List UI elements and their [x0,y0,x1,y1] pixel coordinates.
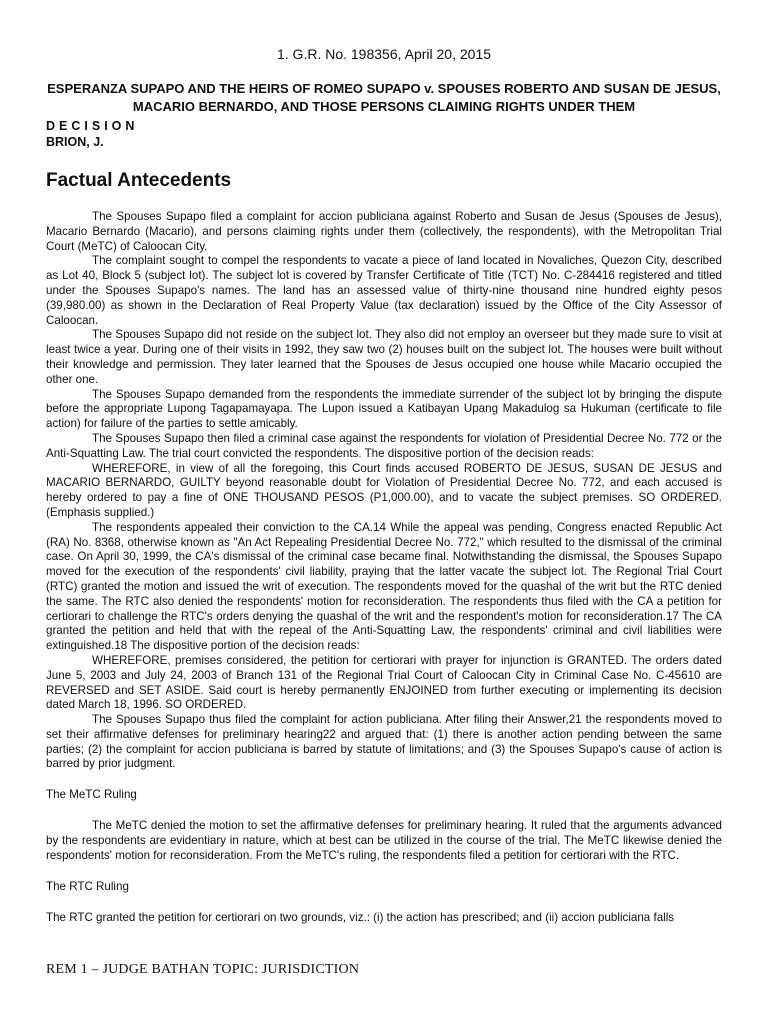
paragraph: The Spouses Supapo thus filed the complaint for action publiciana. After filing their Answer,21 the respondents moved to set their affirmative defenses for preliminary hearing22 and argued that: (1) there is another action pending between the same parties; (2) the complaint for accion publiciana is barred by statute of limitations; and (3) the Spouses Supapo's cause of action is barred by prior judgment. [46,713,722,771]
page-footer: REM 1 – JUDGE BATHAN TOPIC: JURISDICTION [46,962,360,977]
decision-label: DECISION [46,119,139,133]
metc-ruling-heading: The MeTC Ruling [46,788,137,802]
paragraph: The Spouses Supapo demanded from the respondents the immediate surrender of the subject lot by bringing the dispute before the appropriate Lupong Tagapamayapa. The Lupon issued a Katibayan Upang Makadulog sa Hukuman (certificate to file action) for failure of the parties to settle amicably. [46,387,722,431]
document-body [46,210,722,925]
ponente: BRION, J. [46,135,104,149]
quoted-disposition: WHEREFORE, in view of all the foregoing, this Court finds accused ROBERTO DE JESUS, SUSAN DE JESUS and MACARIO BERNARDO, GUILTY beyond reasonable doubt for Violation of Presidential Decree No. 772, and each accused is hereby ordered to pay a fine of ONE THOUSAND PESOS (P1,000.00), and to vacate the subject premises. SO ORDERED. (Emphasis supplied.) [46,461,722,519]
case-parties: ESPERANZA SUPAPO AND THE HEIRS OF ROMEO SUPAPO v. SPOUSES ROBERTO AND SUSAN DE JESUS, MACARIO BERNARDO, AND THOSE PERSONS CLAIMING RIGHTS UNDER THEM [47,81,721,114]
section-title: Factual Antecedents [46,170,232,191]
paragraph: The Spouses Supapo did not reside on the subject lot. They also did not employ an overseer but they made sure to visit at least twice a year. During one of their visits in 1992, they saw two (2) houses built on the subject lot. The houses were built without their knowledge and permission. They later learned that the Spouses de Jesus occupied one house while Macario occupied the other one. [46,328,722,386]
rtc-ruling-heading: The RTC Ruling [46,879,129,893]
rtc-ruling-text: The RTC granted the petition for certiorari on two grounds, viz.: (i) the action has prescribed; and (ii) accion publiciana falls [46,910,675,924]
document-page [46,40,722,925]
paragraph: The complaint sought to compel the respondents to vacate a piece of land located in Novaliches, Quezon City, described as Lot 40, Block 5 (subject lot). The subject lot is covered by Transfer Certificate of Title (TCT) No. C-284416 registered and titled under the Spouses Supapo's names. The land has an assessed value of thirty-nine thousand nine hundred eighty pesos (39,980.00) as shown in the Declaration of Real Property Value (tax declaration) issued by the Office of the City Assessor of Caloocan. [46,254,722,327]
quoted-disposition: WHEREFORE, premises considered, the petition for certiorari with prayer for injunction is GRANTED. The orders dated June 5, 2003 and July 24, 2003 of Branch 131 of the Regional Trial Court of Caloocan City in Criminal Case No. C-45610 are REVERSED and SET ASIDE. Said court is hereby permanently ENJOINED from further executing or implementing its decision dated March 18, 1996. SO ORDERED. [46,653,722,712]
metc-ruling-text: The MeTC denied the motion to set the affirmative defenses for preliminary hearing. It ruled that the arguments advanced by the respondents are evidentiary in nature, which at best can be utilized in the course of the trial. The MeTC likewise denied the respondents' motion for reconsideration. From the MeTC's ruling, the respondents filed a petition for certiorari with the RTC. [46,819,722,862]
case-number: 1. G.R. No. 198356, April 20, 2015 [276,46,492,62]
paragraph: The respondents appealed their conviction to the CA.14 While the appeal was pending, Congress enacted Republic Act (RA) No. 8368, otherwise known as "An Act Repealing Presidential Decree No. 772," which resulted to the dismissal of the criminal case. On April 30, 1999, the CA's dismissal of the criminal case became final. Notwithstanding the dismissal, the Spouses Supapo moved for the execution of the respondents' civil liability, praying that the latter vacate the subject lot. The Regional Trial Court (RTC) granted the motion and issued the writ of execution. The respondents moved for the quashal of the writ but the RTC denied the same. The RTC also denied the respondents' motion for reconsideration. The respondents thus filed with the CA a petition for certiorari to challenge the RTC's orders denying the quashal of the writ and the respondent's motion for reconsideration.17 The CA granted the petition and held that with the repeal of the Anti-Squatting Law, the respondents' criminal and civil liabilities were extinguished.18 The dispositive portion of the decision reads: [46,520,722,653]
paragraph: The Spouses Supapo then filed a criminal case against the respondents for violation of Presidential Decree No. 772 or the Anti-Squatting Law. The trial court convicted the respondents. The dispositive portion of the decision reads: [46,431,722,460]
paragraph: The Spouses Supapo filed a complaint for accion publiciana against Roberto and Susan de Jesus (Spouses de Jesus), Macario Bernardo (Macario), and persons claiming rights under them (collectively, the respondents), with the Metropolitan Trial Court (MeTC) of Caloocan City. [46,210,722,253]
